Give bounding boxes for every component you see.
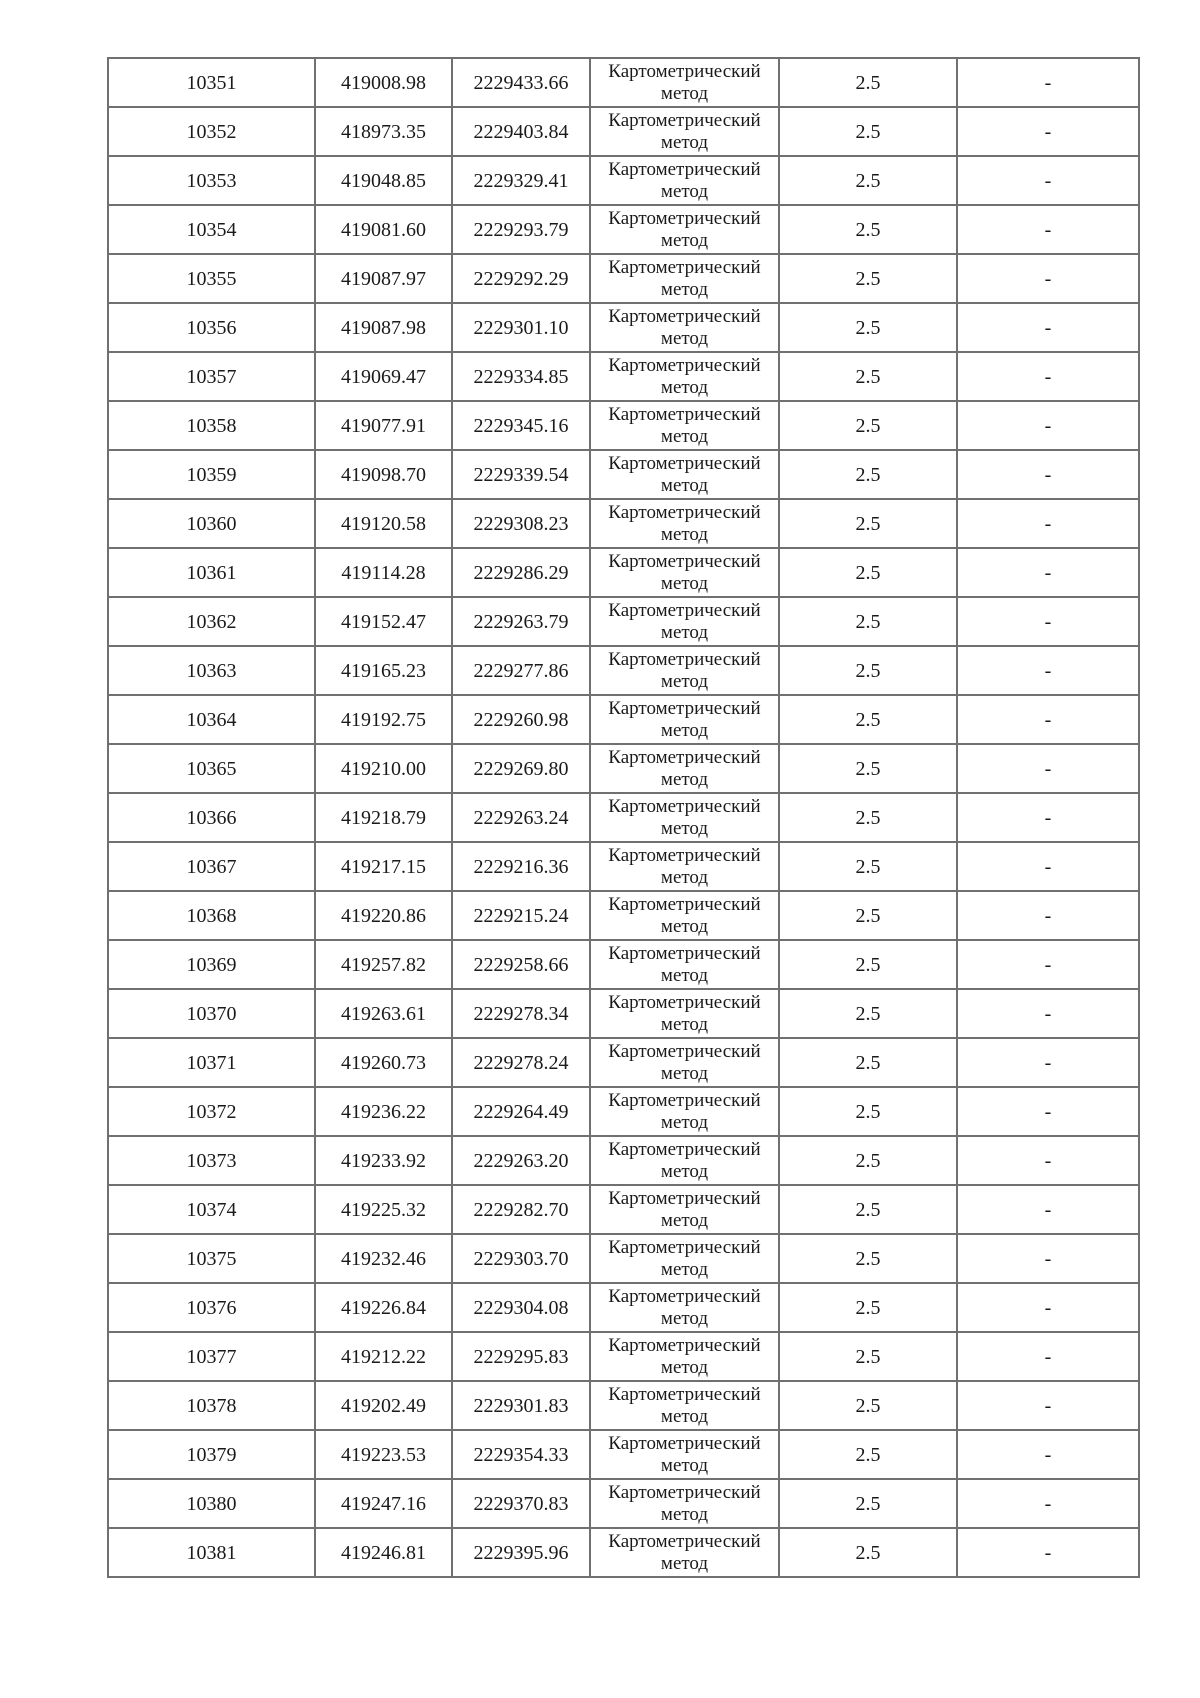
method-line-1: Картометрический [608,1089,761,1111]
method-cell [590,891,779,940]
method-line-2: метод [660,915,709,937]
method-line-2: метод [660,1307,709,1329]
y-coordinate-cell: 2229295.83 [452,1332,590,1381]
method-line-1: Картометрический [608,991,761,1013]
table-row [108,646,1139,695]
table-row [108,940,1139,989]
x-coordinate-cell: 419081.60 [315,205,452,254]
accuracy-cell: 2.5 [779,1185,957,1234]
method-line-1: Картометрический [608,1481,761,1503]
method-line-2: метод [660,719,709,741]
method-cell [590,940,779,989]
note-cell: - [957,1528,1139,1577]
point-number-cell: 10381 [108,1528,315,1577]
point-number-cell: 10359 [108,450,315,499]
method-line-2: метод [660,474,709,496]
point-number-cell: 10356 [108,303,315,352]
method-cell [590,303,779,352]
x-coordinate-cell: 419217.15 [315,842,452,891]
method-line-1: Картометрический [608,550,761,572]
point-number-cell: 10379 [108,1430,315,1479]
point-number-cell: 10352 [108,107,315,156]
y-coordinate-cell: 2229339.54 [452,450,590,499]
accuracy-cell: 2.5 [779,254,957,303]
method-line-2: метод [660,1062,709,1084]
method-line-1: Картометрический [608,1432,761,1454]
method-line-2: метод [660,817,709,839]
method-line-2: метод [660,376,709,398]
y-coordinate-cell: 2229370.83 [452,1479,590,1528]
point-number-cell: 10374 [108,1185,315,1234]
y-coordinate-cell: 2229395.96 [452,1528,590,1577]
method-cell [590,58,779,107]
point-number-cell: 10376 [108,1283,315,1332]
method-line-2: метод [660,1160,709,1182]
method-line-2: метод [660,964,709,986]
table-row [108,107,1139,156]
x-coordinate-cell: 419152.47 [315,597,452,646]
note-cell: - [957,499,1139,548]
method-line-2: метод [660,425,709,447]
method-line-2: метод [660,278,709,300]
method-line-2: метод [660,82,709,104]
x-coordinate-cell: 419120.58 [315,499,452,548]
y-coordinate-cell: 2229403.84 [452,107,590,156]
point-number-cell: 10370 [108,989,315,1038]
method-line-2: метод [660,1503,709,1525]
note-cell: - [957,842,1139,891]
method-line-1: Картометрический [608,60,761,82]
accuracy-cell: 2.5 [779,303,957,352]
method-cell [590,744,779,793]
x-coordinate-cell: 419048.85 [315,156,452,205]
method-line-1: Картометрический [608,795,761,817]
table-row [108,499,1139,548]
table-row [108,1234,1139,1283]
method-line-1: Картометрический [608,1187,761,1209]
y-coordinate-cell: 2229354.33 [452,1430,590,1479]
method-cell [590,1038,779,1087]
table-row [108,1136,1139,1185]
y-coordinate-cell: 2229301.83 [452,1381,590,1430]
y-coordinate-cell: 2229216.36 [452,842,590,891]
point-number-cell: 10365 [108,744,315,793]
x-coordinate-cell: 419192.75 [315,695,452,744]
x-coordinate-cell: 419218.79 [315,793,452,842]
method-line-1: Картометрический [608,256,761,278]
method-line-2: метод [660,180,709,202]
note-cell: - [957,646,1139,695]
table-row [108,401,1139,450]
note-cell: - [957,1283,1139,1332]
x-coordinate-cell: 419232.46 [315,1234,452,1283]
accuracy-cell: 2.5 [779,548,957,597]
method-cell [590,597,779,646]
point-number-cell: 10355 [108,254,315,303]
point-number-cell: 10354 [108,205,315,254]
y-coordinate-cell: 2229292.29 [452,254,590,303]
y-coordinate-cell: 2229304.08 [452,1283,590,1332]
method-line-1: Картометрический [608,1236,761,1258]
y-coordinate-cell: 2229334.85 [452,352,590,401]
method-line-1: Картометрический [608,158,761,180]
note-cell: - [957,401,1139,450]
method-cell [590,793,779,842]
point-number-cell: 10375 [108,1234,315,1283]
method-line-2: метод [660,523,709,545]
accuracy-cell: 2.5 [779,107,957,156]
method-cell [590,1332,779,1381]
accuracy-cell: 2.5 [779,597,957,646]
method-line-1: Картометрический [608,1138,761,1160]
point-number-cell: 10372 [108,1087,315,1136]
x-coordinate-cell: 419225.32 [315,1185,452,1234]
table-row [108,254,1139,303]
method-cell [590,695,779,744]
note-cell: - [957,695,1139,744]
note-cell: - [957,1332,1139,1381]
table-row [108,1332,1139,1381]
x-coordinate-cell: 419077.91 [315,401,452,450]
x-coordinate-cell: 419210.00 [315,744,452,793]
point-number-cell: 10351 [108,58,315,107]
accuracy-cell: 2.5 [779,1332,957,1381]
accuracy-cell: 2.5 [779,695,957,744]
table-row [108,156,1139,205]
method-cell [590,254,779,303]
table-row [108,793,1139,842]
point-number-cell: 10353 [108,156,315,205]
y-coordinate-cell: 2229329.41 [452,156,590,205]
table-row [108,597,1139,646]
x-coordinate-cell: 419069.47 [315,352,452,401]
method-line-2: метод [660,1552,709,1574]
y-coordinate-cell: 2229215.24 [452,891,590,940]
accuracy-cell: 2.5 [779,1430,957,1479]
accuracy-cell: 2.5 [779,156,957,205]
point-number-cell: 10364 [108,695,315,744]
method-line-2: метод [660,1013,709,1035]
accuracy-cell: 2.5 [779,1479,957,1528]
y-coordinate-cell: 2229282.70 [452,1185,590,1234]
method-line-2: метод [660,572,709,594]
method-cell [590,352,779,401]
method-line-2: метод [660,621,709,643]
y-coordinate-cell: 2229308.23 [452,499,590,548]
method-line-2: метод [660,866,709,888]
method-line-1: Картометрический [608,452,761,474]
method-cell [590,1087,779,1136]
accuracy-cell: 2.5 [779,58,957,107]
accuracy-cell: 2.5 [779,891,957,940]
table-row [108,1185,1139,1234]
note-cell: - [957,1038,1139,1087]
y-coordinate-cell: 2229278.34 [452,989,590,1038]
method-cell [590,842,779,891]
method-cell [590,1185,779,1234]
method-line-2: метод [660,1111,709,1133]
x-coordinate-cell: 419087.97 [315,254,452,303]
method-cell [590,401,779,450]
table-row [108,989,1139,1038]
accuracy-cell: 2.5 [779,499,957,548]
point-number-cell: 10380 [108,1479,315,1528]
y-coordinate-cell: 2229278.24 [452,1038,590,1087]
method-cell [590,156,779,205]
x-coordinate-cell: 419247.16 [315,1479,452,1528]
x-coordinate-cell: 419246.81 [315,1528,452,1577]
accuracy-cell: 2.5 [779,744,957,793]
table-row [108,352,1139,401]
accuracy-cell: 2.5 [779,1038,957,1087]
method-cell [590,1136,779,1185]
point-number-cell: 10378 [108,1381,315,1430]
method-line-1: Картометрический [608,1530,761,1552]
table-row [108,58,1139,107]
coordinates-table [107,57,1140,1578]
point-number-cell: 10358 [108,401,315,450]
method-line-1: Картометрический [608,1040,761,1062]
note-cell: - [957,303,1139,352]
method-line-2: метод [660,327,709,349]
accuracy-cell: 2.5 [779,450,957,499]
point-number-cell: 10366 [108,793,315,842]
note-cell: - [957,156,1139,205]
method-line-1: Картометрический [608,403,761,425]
table-row [108,1087,1139,1136]
method-line-1: Картометрический [608,893,761,915]
accuracy-cell: 2.5 [779,1136,957,1185]
method-line-1: Картометрический [608,599,761,621]
table-row [108,548,1139,597]
method-line-1: Картометрический [608,697,761,719]
y-coordinate-cell: 2229301.10 [452,303,590,352]
method-cell [590,646,779,695]
method-cell [590,450,779,499]
note-cell: - [957,1430,1139,1479]
y-coordinate-cell: 2229258.66 [452,940,590,989]
method-line-1: Картометрический [608,1383,761,1405]
y-coordinate-cell: 2229263.24 [452,793,590,842]
method-line-1: Картометрический [608,648,761,670]
x-coordinate-cell: 418973.35 [315,107,452,156]
note-cell: - [957,548,1139,597]
accuracy-cell: 2.5 [779,842,957,891]
x-coordinate-cell: 419202.49 [315,1381,452,1430]
note-cell: - [957,1381,1139,1430]
y-coordinate-cell: 2229263.20 [452,1136,590,1185]
method-line-1: Картометрический [608,207,761,229]
x-coordinate-cell: 419260.73 [315,1038,452,1087]
x-coordinate-cell: 419257.82 [315,940,452,989]
method-cell [590,1528,779,1577]
method-cell [590,205,779,254]
accuracy-cell: 2.5 [779,205,957,254]
accuracy-cell: 2.5 [779,1087,957,1136]
x-coordinate-cell: 419236.22 [315,1087,452,1136]
method-line-1: Картометрический [608,942,761,964]
method-line-1: Картометрический [608,305,761,327]
accuracy-cell: 2.5 [779,989,957,1038]
table-row [108,842,1139,891]
method-line-2: метод [660,1454,709,1476]
note-cell: - [957,205,1139,254]
table-row [108,1038,1139,1087]
note-cell: - [957,1479,1139,1528]
method-cell [590,1430,779,1479]
y-coordinate-cell: 2229433.66 [452,58,590,107]
table-row [108,303,1139,352]
note-cell: - [957,989,1139,1038]
note-cell: - [957,1136,1139,1185]
table-row [108,1381,1139,1430]
point-number-cell: 10369 [108,940,315,989]
method-cell [590,1283,779,1332]
point-number-cell: 10361 [108,548,315,597]
method-line-1: Картометрический [608,109,761,131]
note-cell: - [957,1234,1139,1283]
method-line-2: метод [660,1209,709,1231]
table-row [108,891,1139,940]
accuracy-cell: 2.5 [779,646,957,695]
x-coordinate-cell: 419165.23 [315,646,452,695]
y-coordinate-cell: 2229286.29 [452,548,590,597]
note-cell: - [957,793,1139,842]
method-cell [590,1234,779,1283]
note-cell: - [957,450,1139,499]
method-line-1: Картометрический [608,501,761,523]
table-row [108,1283,1139,1332]
y-coordinate-cell: 2229303.70 [452,1234,590,1283]
note-cell: - [957,58,1139,107]
method-line-1: Картометрический [608,354,761,376]
method-line-1: Картометрический [608,844,761,866]
accuracy-cell: 2.5 [779,1528,957,1577]
point-number-cell: 10367 [108,842,315,891]
table-row [108,744,1139,793]
x-coordinate-cell: 419220.86 [315,891,452,940]
accuracy-cell: 2.5 [779,940,957,989]
x-coordinate-cell: 419008.98 [315,58,452,107]
method-line-2: метод [660,131,709,153]
method-line-2: метод [660,1356,709,1378]
method-cell [590,1479,779,1528]
table-row [108,205,1139,254]
y-coordinate-cell: 2229263.79 [452,597,590,646]
note-cell: - [957,597,1139,646]
x-coordinate-cell: 419114.28 [315,548,452,597]
point-number-cell: 10371 [108,1038,315,1087]
point-number-cell: 10362 [108,597,315,646]
x-coordinate-cell: 419223.53 [315,1430,452,1479]
y-coordinate-cell: 2229277.86 [452,646,590,695]
method-line-2: метод [660,768,709,790]
x-coordinate-cell: 419212.22 [315,1332,452,1381]
method-line-1: Картометрический [608,1285,761,1307]
method-line-1: Картометрический [608,1334,761,1356]
note-cell: - [957,744,1139,793]
y-coordinate-cell: 2229264.49 [452,1087,590,1136]
accuracy-cell: 2.5 [779,1234,957,1283]
point-number-cell: 10360 [108,499,315,548]
x-coordinate-cell: 419087.98 [315,303,452,352]
method-line-2: метод [660,670,709,692]
table-row [108,1430,1139,1479]
accuracy-cell: 2.5 [779,793,957,842]
x-coordinate-cell: 419233.92 [315,1136,452,1185]
y-coordinate-cell: 2229269.80 [452,744,590,793]
note-cell: - [957,107,1139,156]
point-number-cell: 10357 [108,352,315,401]
method-line-2: метод [660,1405,709,1427]
x-coordinate-cell: 419263.61 [315,989,452,1038]
note-cell: - [957,1185,1139,1234]
method-cell [590,1381,779,1430]
method-line-1: Картометрический [608,746,761,768]
y-coordinate-cell: 2229260.98 [452,695,590,744]
accuracy-cell: 2.5 [779,352,957,401]
table-row [108,695,1139,744]
accuracy-cell: 2.5 [779,1283,957,1332]
method-line-2: метод [660,1258,709,1280]
point-number-cell: 10363 [108,646,315,695]
x-coordinate-cell: 419098.70 [315,450,452,499]
table-row [108,1479,1139,1528]
table-row [108,1528,1139,1577]
method-line-2: метод [660,229,709,251]
note-cell: - [957,891,1139,940]
point-number-cell: 10373 [108,1136,315,1185]
y-coordinate-cell: 2229293.79 [452,205,590,254]
method-cell [590,989,779,1038]
x-coordinate-cell: 419226.84 [315,1283,452,1332]
method-cell [590,548,779,597]
y-coordinate-cell: 2229345.16 [452,401,590,450]
note-cell: - [957,254,1139,303]
note-cell: - [957,940,1139,989]
note-cell: - [957,1087,1139,1136]
point-number-cell: 10377 [108,1332,315,1381]
accuracy-cell: 2.5 [779,401,957,450]
point-number-cell: 10368 [108,891,315,940]
coordinates-table-body [108,58,1139,1577]
note-cell: - [957,352,1139,401]
accuracy-cell: 2.5 [779,1381,957,1430]
table-row [108,450,1139,499]
method-cell [590,107,779,156]
method-cell [590,499,779,548]
